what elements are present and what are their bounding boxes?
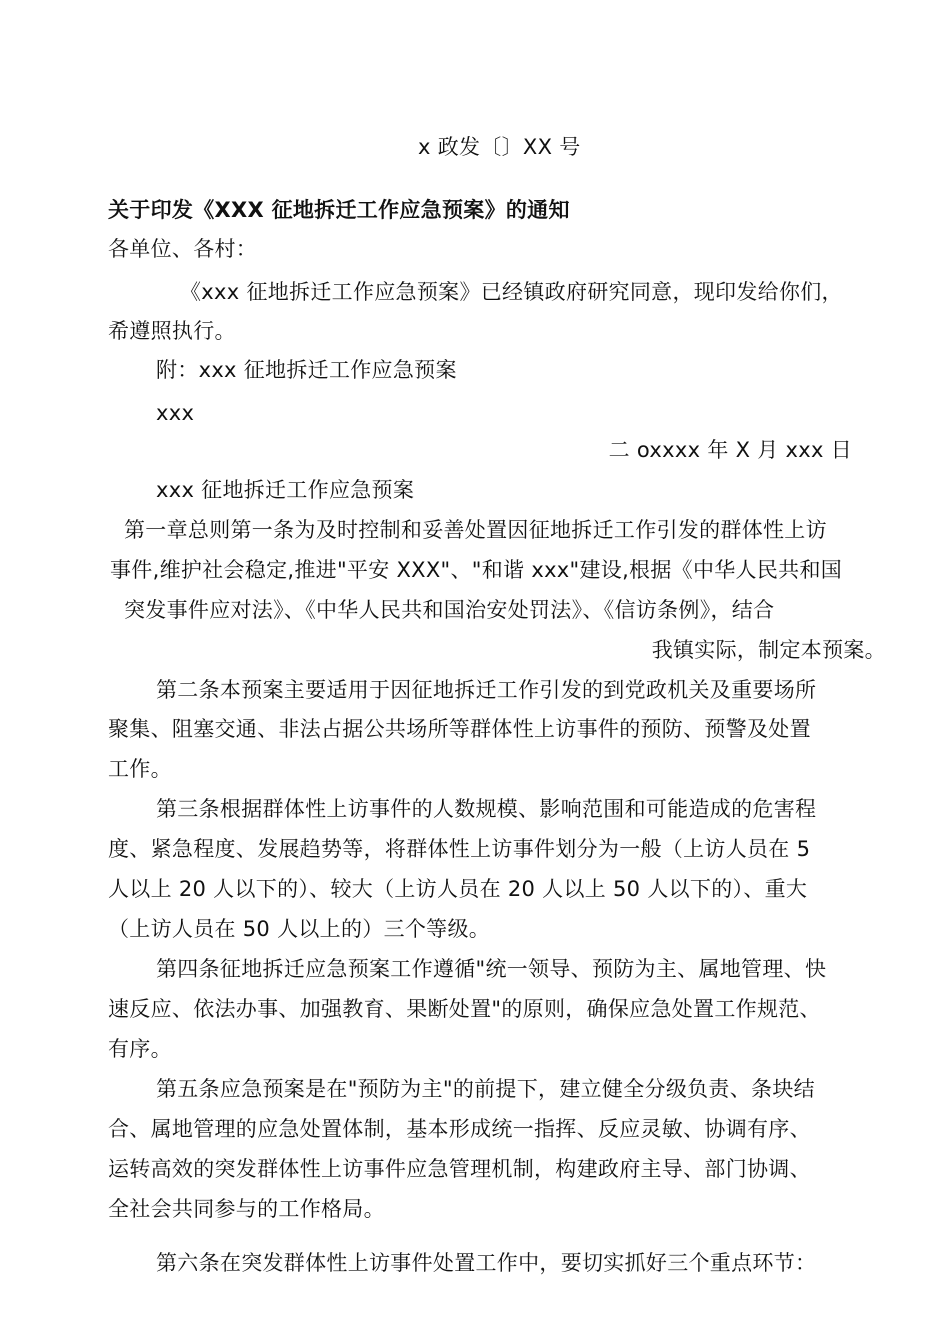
salutation: 各单位、各村： — [108, 237, 258, 261]
attachment-line: 附：xxx 征地拆迁工作应急预案 — [156, 358, 457, 382]
document-number: x 政发〔〕XX 号 — [418, 135, 581, 159]
article-5-line: 合、属地管理的应急处置体制，基本形成统一指挥、反应灵敏、协调有序、 — [108, 1117, 811, 1141]
body-paragraph-line: 《xxx 征地拆迁工作应急预案》已经镇政府研究同意，现印发给你们， — [180, 280, 843, 304]
article-1-line: 事件,维护社会稳定,推进"平安 XXX"、"和谐 xxx"建设,根据《中华人民共和国 — [110, 558, 843, 582]
article-5-line: 第五条应急预案是在"预防为主"的前提下，建立健全分级负责、条块结 — [156, 1077, 815, 1101]
article-4-line: 有序。 — [108, 1037, 172, 1061]
body-paragraph-line: 希遵照执行。 — [108, 319, 236, 343]
issuer: xxx — [156, 401, 195, 425]
plan-title: xxx 征地拆迁工作应急预案 — [156, 478, 415, 502]
article-6-line: 第六条在突发群体性上访事件处置工作中，要切实抓好三个重点环节： — [156, 1251, 817, 1275]
article-4-line: 速反应、依法办事、加强教育、果断处置"的原则，确保应急处置工作规范、 — [108, 997, 821, 1021]
article-2-line: 工作。 — [108, 757, 172, 781]
article-3-line: 第三条根据群体性上访事件的人数规模、影响范围和可能造成的危害程 — [156, 797, 817, 821]
article-1-line: 突发事件应对法》、《中华人民共和国治安处罚法》、《信访条例》，结合 — [124, 598, 775, 622]
document-title: 关于印发《XXX 征地拆迁工作应急预案》的通知 — [108, 198, 570, 222]
article-4-line: 第四条征地拆迁应急预案工作遵循"统一领导、预防为主、属地管理、快 — [156, 957, 827, 981]
article-3-line: （上访人员在 50 人以上的）三个等级。 — [108, 917, 491, 941]
article-2-line: 聚集、阻塞交通、非法占据公共场所等群体性上访事件的预防、预警及处置 — [108, 717, 811, 741]
article-5-line: 全社会共同参与的工作格局。 — [108, 1197, 385, 1221]
article-3-line: 人以上 20 人以下的）、较大（上访人员在 20 人以上 50 人以下的）、重大 — [108, 877, 808, 901]
article-3-line: 度、紧急程度、发展趋势等，将群体性上访事件划分为一般（上访人员在 5 — [108, 837, 811, 861]
article-1-line: 第一章总则第一条为及时控制和妥善处置因征地拆迁工作引发的群体性上访 — [124, 518, 827, 542]
article-2-line: 第二条本预案主要适用于因征地拆迁工作引发的到党政机关及重要场所 — [156, 678, 817, 702]
article-5-line: 运转高效的突发群体性上访事件应急管理机制，构建政府主导、部门协调、 — [108, 1157, 811, 1181]
issue-date: 二 oxxxx 年 X 月 xxx 日 — [608, 438, 852, 462]
article-1-line: 我镇实际，制定本预案。 — [651, 638, 886, 662]
